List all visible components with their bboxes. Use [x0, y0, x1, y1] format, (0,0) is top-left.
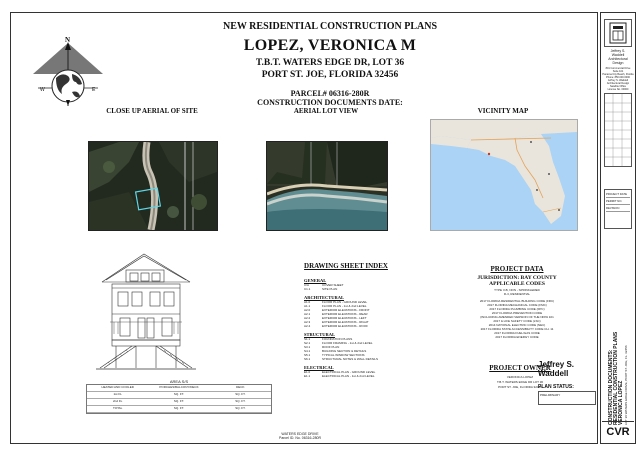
parcel-block [150, 89, 510, 107]
project-owner-title: PROJECT OWNER [489, 364, 551, 372]
cd-date-label: CONSTRUCTION DOCUMENTS DATE: [257, 98, 403, 107]
sheet-code: S2.1 [304, 341, 311, 345]
architect-logo-icon [605, 20, 631, 46]
sheet-code: S4.1 [304, 349, 311, 353]
svg-text:W: W [40, 87, 45, 93]
sheet-description: EXTERIOR ELEVATIONS - LEFT [322, 316, 367, 320]
sheet-description: FOUNDATION PLANS [322, 337, 353, 341]
company-detail-line: License No. 00000 [607, 88, 629, 91]
project-address [150, 57, 510, 81]
sheet-description: SITE PLAN [322, 287, 338, 291]
sheet-description: FLOOR PLAN - GROUND LEVEL [322, 300, 368, 304]
revision-grid [604, 93, 632, 167]
project-data-title: PROJECT DATA [490, 265, 544, 273]
vertical-title-2: RESIDENTIAL CONSTRUCTION PLANS [613, 331, 619, 425]
sheet-code: A2.0 [304, 308, 311, 312]
company-name [602, 49, 634, 65]
aerial-lot-label: AERIAL LOT VIEW [293, 107, 359, 115]
schedule-row [87, 385, 271, 392]
project-data [452, 265, 582, 339]
sheet-description: EXTERIOR ELEVATIONS - FRONT [322, 308, 370, 312]
index-section [304, 278, 404, 291]
title-block-field: PERMIT NO. [606, 198, 630, 205]
schedule-row [87, 392, 271, 399]
aerial-lot-image [266, 141, 388, 231]
code-item: 2014 NATIONAL ELECTRIC CODE (NEC) [488, 323, 546, 327]
sheet-code: E1.1 [304, 374, 311, 378]
sheet-description: TYPICAL WINDOW SECTIONS [322, 353, 365, 357]
schedule-row [87, 406, 271, 413]
designer-name: Jeffrey S. Waddell [538, 360, 575, 378]
index-row [304, 357, 404, 361]
sheet-code: C/A [304, 283, 310, 287]
schedule-title: AREA S/S [169, 379, 189, 384]
sheet-description: FLOOR FRAMING - 1st & 2nd LEVEL [322, 341, 373, 345]
code-item: 2017 & LIFE SAFETY CODE (LSC) [493, 319, 541, 323]
company-line-2: Waddell [611, 53, 625, 57]
company-detail-line: Phone: 850.000.0000 [606, 76, 630, 79]
sheet-code: A2.4 [304, 324, 311, 328]
occupancy-type: TYPE V-B, NON - SPRINKLERED [494, 288, 540, 292]
company-detail-line: Jeffrey S. Waddell Architectural Design [606, 79, 630, 85]
sheet-description: COVER SHEET [322, 283, 344, 287]
index-row [304, 287, 404, 291]
owner-line-2: T.B.T. WATERS EDGE DR LOT 36 [496, 380, 544, 384]
index-section-title: STRUCTURAL [304, 332, 336, 337]
index-section-title: ELECTRICAL [304, 365, 334, 370]
sheet-description: STRUCTURAL NOTES & WALL DETAILS [322, 357, 378, 361]
vicinity-label: VICINITY MAP [477, 107, 529, 115]
front-elevation-drawing [96, 252, 196, 372]
vertical-title-3: VERONICA LOPEZ [618, 380, 624, 425]
codes-list [452, 299, 582, 339]
schedule-table [86, 384, 272, 414]
owner-line-1: VERONICA LOPEZ [506, 375, 534, 379]
sheet-code: S6.1 [304, 357, 311, 361]
code-item: 2017 FLORIDA ENERGY CODE [495, 335, 539, 339]
sheet-index-title: DRAWING SHEET INDEX [304, 262, 388, 270]
index-section-title: GENERAL [304, 278, 327, 283]
index-row [304, 324, 404, 328]
parcel-number: PARCEL# 06316-280R [290, 89, 370, 98]
index-section [304, 295, 404, 328]
vertical-project-title [609, 239, 629, 425]
sheet-description: EXTERIOR ELEVATIONS - ROOF [322, 324, 368, 328]
schedule-cell: PORCHES/BALCONY/DECK [159, 385, 199, 389]
code-item: 2017 FLORIDA MECHANICAL CODE (FMC) [487, 303, 547, 307]
schedule-cell: SQ. FT. [173, 392, 185, 396]
sheet-description: EXTERIOR ELEVATIONS - RIGHT [322, 320, 369, 324]
north-label: N [65, 36, 71, 44]
footer-line-2: Parcel ID. No. 06316-280R [278, 436, 322, 440]
status-preliminary: PRELIMINARY [540, 393, 561, 397]
index-section [304, 365, 404, 378]
svg-text:E: E [92, 87, 96, 93]
sheet-code: E1.0 [304, 370, 311, 374]
code-item: 2017 FLORIDA RESIDENTIAL BUILDING CODE (FRC) [479, 299, 555, 303]
title-block-field: PROJECT DATE [606, 191, 630, 198]
vertical-title-4: LOT 36 WATERS EDGE DRIVE, PORT ST. JOE, FL. 32456 [624, 345, 628, 425]
code-item: 2017 FLORIDA STATE ACCESSIBILITY CODE CH. 11 [480, 327, 554, 331]
schedule-cell: SQ. FT. [173, 399, 185, 403]
plan-title: NEW RESIDENTIAL CONSTRUCTION PLANS [222, 21, 438, 32]
globe-compass-icon [28, 36, 108, 108]
sheet-number: CVR [602, 421, 634, 442]
sheet-code: A2.2 [304, 316, 311, 320]
footer-line-1: WATERS EDGE DRIVE [281, 432, 319, 436]
code-item: (INCLUDING AMENDED VERSION OF THE NFPA 101 [480, 315, 554, 319]
designer-block [538, 360, 596, 412]
sheet-description: BUILDING SECTION & DETAILS [322, 349, 367, 353]
sheet-code: S1.1 [304, 337, 311, 341]
address-line-2: PORT ST. JOE, FLORIDA 32456 [261, 70, 399, 80]
company-line-3: Architectural [608, 57, 628, 61]
sheet-description: FLOOR PLAN - 1st & 2nd LEVEL [322, 304, 367, 308]
schedule-cell: SQ. FT. [173, 406, 185, 410]
code-item: 2017 FLORIDA FUEL/GAS CODE [494, 331, 540, 335]
address-line-1: T.B.T. WATERS EDGE DR, LOT 36 [255, 58, 405, 68]
schedule-cell: SQ. FT. [235, 406, 246, 410]
sheet-code: S5.1 [304, 353, 311, 357]
plan-status: PLAN STATUS: [538, 384, 574, 390]
schedule-cell: 1st FL [113, 392, 122, 396]
company-detail-line: Panama City Beach, Florida [602, 73, 634, 76]
sheet-code: A1.1 [304, 304, 311, 308]
company-details [602, 67, 634, 91]
occupancy-group: R-3, RESIDENTIAL [503, 292, 531, 296]
schedule-cell: HEATED AND COOLED [101, 385, 134, 389]
area-schedule [86, 380, 272, 414]
jurisdiction: JURISDICTION: BAY COUNTY [477, 275, 557, 281]
schedule-cell: TOTAL [112, 406, 123, 410]
company-logo [604, 19, 632, 47]
company-line-1: Jeffrey S. [610, 49, 626, 53]
sheet-code: A2.3 [304, 320, 311, 324]
code-item: 2017 FLORIDA PLUMBING CODE (FPC) [489, 307, 545, 311]
index-section [304, 332, 404, 361]
compass-logo [28, 36, 108, 106]
sheet-code: A1.0 [304, 300, 311, 304]
sheet-description: ELECTRICAL PLAN - GROUND LEVEL [322, 370, 376, 374]
title-block [600, 12, 636, 444]
company-detail-line: 801 Commercial Drive [605, 67, 631, 70]
vicinity-map [430, 119, 578, 231]
company-line-4: Design [612, 61, 624, 65]
company-detail-line: Suite 101 [612, 70, 624, 73]
company-detail-line: Satellite Office [609, 85, 627, 88]
close-up-label: CLOSE UP AERIAL OF SITE [106, 107, 198, 115]
sheet-index-sections [304, 278, 404, 382]
sheet-description: ELECTRICAL PLAN - 1st & 2nd LEVEL [322, 374, 375, 378]
footer [240, 432, 360, 440]
schedule-cell: DECK [236, 385, 245, 389]
index-section-title: ARCHITECTURAL [304, 295, 345, 300]
vertical-title-1: CONSTRUCTION DOCUMENTS: [608, 349, 614, 425]
owner-line-3: PORT ST. JOE, FLORIDA 32456 [498, 385, 542, 389]
schedule-row [87, 399, 271, 406]
sheet-code: C1.1 [304, 287, 311, 291]
title-block-field: REVISION [606, 205, 630, 212]
sheet-description: EXTERIOR ELEVATIONS - REAR [322, 312, 368, 316]
sheet-code: A2.1 [304, 312, 311, 316]
close-up-aerial-image [88, 141, 218, 231]
project-info-box [604, 189, 632, 229]
index-row [304, 374, 404, 378]
code-item: 2017 FLORIDA PREVENTION CODE [491, 311, 543, 315]
sheet-description: ROOF PLAN [322, 345, 340, 349]
schedule-cell: 2nd FL [112, 399, 123, 403]
owner-name: LOPEZ, VERONICA M [243, 37, 417, 54]
schedule-cell: SQ. FT. [235, 399, 246, 403]
sheet-code: S3.1 [304, 345, 311, 349]
codes-title: APPLICABLE CODES [489, 281, 545, 287]
schedule-cell: SQ. FT. [235, 392, 246, 396]
